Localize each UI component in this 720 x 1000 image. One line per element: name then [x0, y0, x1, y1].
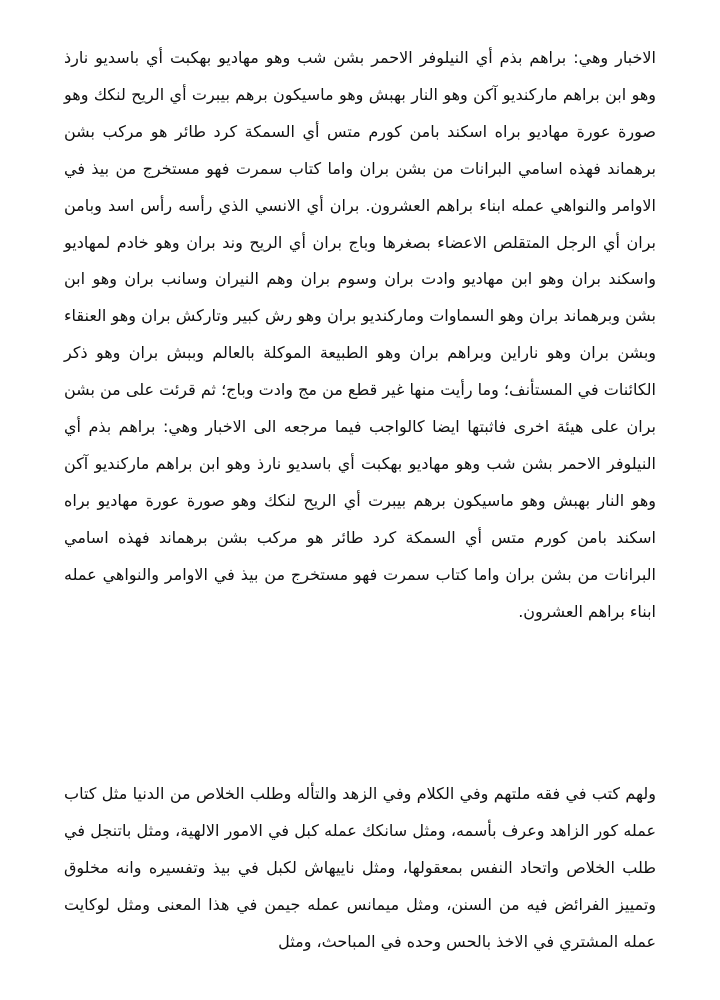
paragraph-puranas-list: الاخبار وهي: براهم بذم أي النيلوفر الاحمر بشن شب وهو مهاديو بهكبت أي باسديو نارذ وهو ابن براهم ماركنديو آكن وهو النار بهبش وهو ماسيكون برهم بيبرت أي الريح لنكك وهو صورة عورة مهاديو براه اسكند بامن كورم متس أي السمكة كرد طائر هو مركب بشن برهماند فهذه اسامي البرانات من بشن بران واما كتاب سمرت فهو مستخرج من بيذ في الاوامر والنواهي عمله ابناء براهم العشرون. بران أي الانسي الذي رأسه رأس اسد وبامن بران أي الرجل المتقلص الاعضاء بصغرها وباج بران أي الريح وند بران وهو خادم لمهاديو واسكند بران وهو ابن مهاديو وادت بران وسوم بران وهم النيران وسانب بران وهو ابن بشن وبرهماند بران وهو السماوات وماركنديو بران وهو رش كبير وتاركش بران وهو العنقاء وبشن بران وهو ناراين وبراهم بران وهو الطبيعة الموكلة بالعالم وببش بران وهو ذكر الكائنات في المستأنف؛ وما رأيت منها غير قطع من مج وادت وباج؛ ثم قرئت على من بشن بران على هيئة اخرى فاثبتها ايضا كالواجب فيما مرجعه الى الاخبار وهي: براهم بذم أي النيلوفر الاحمر بشن شب وهو مهاديو بهكبت أي باسديو نارذ وهو ابن براهم ماركنديو آكن وهو النار بهبش وهو ماسيكون برهم بيبرت أي الريح لنكك وهو صورة عورة مهاديو براه اسكند بامن كورم متس أي السمكة كرد طائر هو مركب بشن برهماند فهذه اسامي البرانات من بشن بران واما كتاب سمرت فهو مستخرج من بيذ في الاوامر والنواهي عمله ابناء براهم العشرون. — [64, 48, 656, 621]
paragraph-books-of-jurisprudence: ولهم كتب في فقه ملتهم وفي الكلام وفي الزهد والتأله وطلب الخلاص من الدنيا مثل كتاب عمله كور الزاهد وعرف بأسمه، ومثل سانكك عمله كبل في الامور الالهية، ومثل باتنجل في طلب الخلاص واتحاد النفس بمعقولها، ومثل ناييهاش لكبل في بيذ وتفسيره وانه مخلوق وتمييز الفرائض فيه من السنن، ومثل ميمانس عمله جيمن في هذا المعنى ومثل لوكايت عمله المشتري في الاخذ بالحس وحده في المباحث، ومثل — [64, 784, 656, 951]
